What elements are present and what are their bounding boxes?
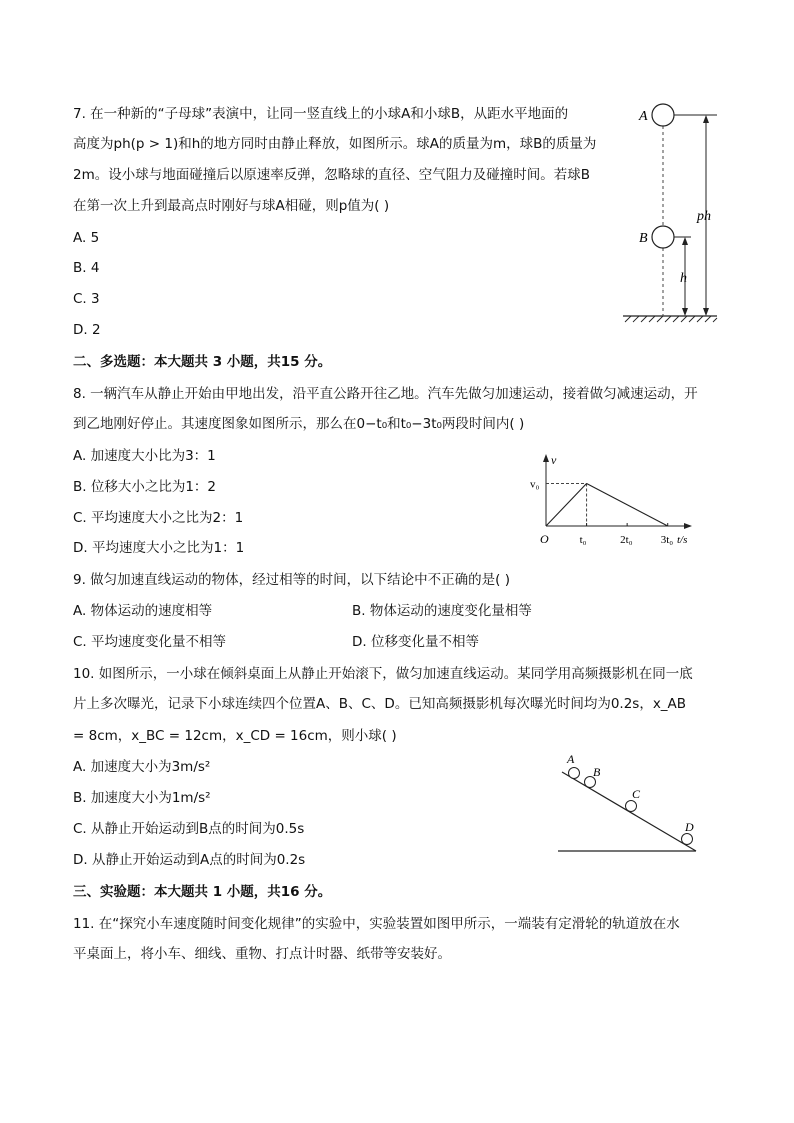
section-2-heading: 二、多选题：本大题共 3 小题，共15 分。 bbox=[73, 354, 332, 370]
q7-line-1: 7. 在一种新的“子母球”表演中，让同一竖直线上的小球A和小球B，从距水平地面的 bbox=[73, 106, 569, 122]
label-b: B bbox=[593, 765, 601, 779]
h-arrow-head-top bbox=[682, 237, 688, 245]
origin-label: O bbox=[540, 532, 549, 546]
q7-option-a: A. 5 bbox=[73, 230, 100, 246]
ball-position-d bbox=[682, 834, 693, 845]
q7-option-d: D. 2 bbox=[73, 322, 101, 338]
ph-label: ph bbox=[697, 209, 711, 224]
ph-arrow-head-bottom bbox=[703, 308, 709, 316]
q10-option-c: C. 从静止开始运动到B点的时间为0.5s bbox=[73, 821, 305, 837]
ball-a bbox=[652, 104, 674, 126]
h-arrow-head-bottom bbox=[682, 308, 688, 316]
ground-hatch bbox=[625, 316, 717, 322]
q8-option-d: D. 平均速度大小之比为1：1 bbox=[73, 540, 245, 556]
q11-line-1: 11. 在“探究小车速度随时间变化规律”的实验中，实验装置如图甲所示，一端装有定滑轮的轨道放在水 bbox=[73, 916, 680, 932]
q10-line-2: 片上多次曝光，记录下小球连续四个位置A、B、C、D。已知高频摄影机每次曝光时间均为0.2s，x_AB bbox=[73, 696, 687, 712]
q10-line-1: 10. 如图所示，一小球在倾斜桌面上从静止开始滚下，做匀加速直线运动。某同学用高频摄影机在同一底 bbox=[73, 666, 693, 682]
q7-line-4: 在第一次上升到最高点时刚好与球A相碰，则p值为( ) bbox=[73, 198, 390, 214]
ball-a-label: A bbox=[639, 109, 648, 124]
ph-arrow-head-top bbox=[703, 115, 709, 123]
x-axis-label: t/s bbox=[677, 534, 688, 546]
q10-option-d: D. 从静止开始运动到A点的时间为0.2s bbox=[73, 852, 306, 868]
series-segment-2 bbox=[587, 484, 668, 527]
q9-option-d: D. 位移变化量不相等 bbox=[352, 634, 479, 650]
q8-line-2: 到乙地刚好停止。其速度图象如图所示，那么在0−t₀和t₀−3t₀两段时间内( ) bbox=[73, 416, 525, 432]
ball-b bbox=[652, 226, 674, 248]
q7-drop-figure bbox=[605, 98, 730, 328]
q10-option-b: B. 加速度大小为1m/s² bbox=[73, 790, 211, 806]
label-a: A bbox=[567, 752, 575, 766]
q8-option-c: C. 平均速度大小之比为2：1 bbox=[73, 510, 244, 526]
q10-line-3: = 8cm，x_BC = 12cm，x_CD = 16cm，则小球( ) bbox=[73, 728, 397, 744]
q10-incline-figure bbox=[552, 750, 702, 856]
q9-option-a: A. 物体运动的速度相等 bbox=[73, 603, 213, 619]
q9-option-b: B. 物体运动的速度变化量相等 bbox=[352, 603, 532, 619]
q8-velocity-time-chart bbox=[530, 448, 700, 550]
ball-position-c bbox=[626, 801, 637, 812]
chart-series bbox=[546, 484, 668, 527]
ball-position-a bbox=[569, 768, 580, 779]
q7-option-c: C. 3 bbox=[73, 291, 100, 307]
q8-option-b: B. 位移大小之比为1：2 bbox=[73, 479, 217, 495]
label-d: D bbox=[685, 820, 694, 834]
q9-option-c: C. 平均速度变化量不相等 bbox=[73, 634, 227, 650]
chart-ticks bbox=[530, 479, 673, 547]
q7-line-2: 高度为ph(p > 1)和h的地方同时由静止释放，如图所示。球A的质量为m，球B的质量为 bbox=[73, 136, 597, 152]
q11-line-2: 平桌面上，将小车、细线、重物、打点计时器、纸带等安装好。 bbox=[73, 946, 451, 962]
x-tick-label-2: 2t₀ bbox=[620, 534, 633, 546]
x-axis-arrow bbox=[684, 523, 692, 529]
q8-line-1: 8. 一辆汽车从静止开始由甲地出发，沿平直公路开往乙地。汽车先做匀加速运动，接着做匀减速运动，开 bbox=[73, 386, 698, 402]
label-c: C bbox=[632, 787, 641, 801]
series-segment-1 bbox=[546, 484, 587, 527]
x-tick-label-3: 3t₀ bbox=[660, 534, 674, 546]
q7-line-3: 2m。设小球与地面碰撞后以原速率反弹，忽略球的直径、空气阻力及碰撞时间。若球B bbox=[73, 167, 591, 183]
y-axis-arrow bbox=[543, 454, 549, 462]
q7-option-b: B. 4 bbox=[73, 260, 100, 276]
q10-option-a: A. 加速度大小为3m/s² bbox=[73, 759, 211, 775]
y-axis-label: v bbox=[551, 453, 557, 467]
h-label: h bbox=[680, 271, 687, 286]
q9-line: 9. 做匀加速直线运动的物体，经过相等的时间，以下结论中不正确的是( ) bbox=[73, 572, 510, 588]
y-tick-label-1: v₀ bbox=[530, 478, 540, 491]
x-tick-label-1: t₀ bbox=[579, 534, 587, 546]
ball-b-label: B bbox=[639, 231, 648, 246]
q8-option-a: A. 加速度大小比为3：1 bbox=[73, 448, 216, 464]
section-3-heading: 三、实验题：本大题共 1 小题，共16 分。 bbox=[73, 884, 332, 900]
